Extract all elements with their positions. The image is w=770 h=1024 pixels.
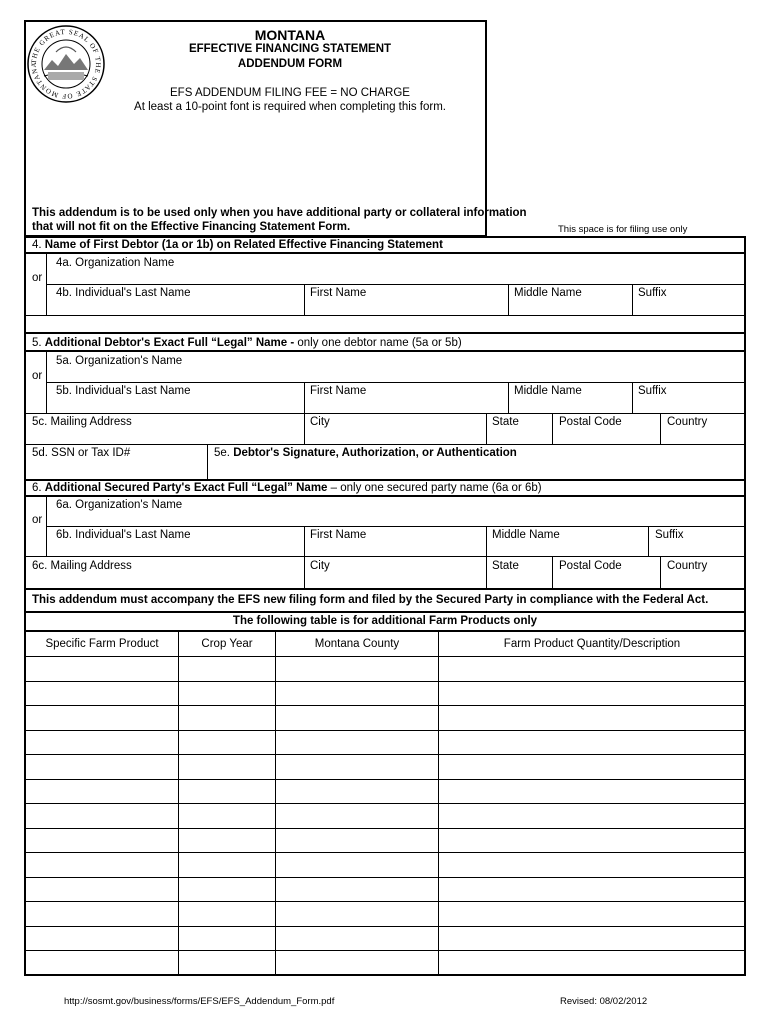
org-name-6a-field[interactable]: 6a. Organization's Name bbox=[56, 499, 183, 511]
section5-or: or bbox=[32, 370, 43, 382]
purpose-line-1: This addendum is to be used only when you have additional party or collateral information bbox=[32, 207, 527, 219]
org-name-5a-field[interactable]: 5a. Organization's Name bbox=[56, 355, 183, 367]
farm-table-row[interactable] bbox=[24, 877, 746, 878]
farm-table-row[interactable] bbox=[24, 828, 746, 829]
farm-table-row[interactable] bbox=[24, 730, 746, 731]
filing-office-note: This space is for filing use only bbox=[558, 224, 688, 235]
farm-table-row[interactable] bbox=[24, 852, 746, 853]
country-5-field[interactable]: Country bbox=[667, 416, 708, 428]
first-name-6-field[interactable]: First Name bbox=[310, 529, 367, 541]
farm-table-row[interactable] bbox=[24, 803, 746, 804]
farm-table-row[interactable] bbox=[24, 926, 746, 927]
form-subtitle: ADDENDUM FORM bbox=[237, 58, 343, 70]
section6-or: or bbox=[32, 514, 43, 526]
farm-table-row[interactable] bbox=[24, 705, 746, 706]
first-name-5-field[interactable]: First Name bbox=[310, 385, 367, 397]
farm-table-row[interactable] bbox=[24, 754, 746, 755]
col-header-county: Montana County bbox=[314, 638, 400, 650]
middle-name-6-field[interactable]: Middle Name bbox=[492, 529, 560, 541]
mailing-5c-field[interactable]: 5c. Mailing Address bbox=[32, 416, 132, 428]
suffix-4-field[interactable]: Suffix bbox=[638, 287, 667, 299]
font-note: At least a 10-point font is required when completing this form. bbox=[134, 101, 446, 113]
suffix-5-field[interactable]: Suffix bbox=[638, 385, 667, 397]
last-name-5b-field[interactable]: 5b. Individual's Last Name bbox=[56, 385, 191, 397]
postal-6-field[interactable]: Postal Code bbox=[559, 560, 622, 572]
col-header-quantity: Farm Product Quantity/Description bbox=[503, 638, 681, 650]
middle-name-4-field[interactable]: Middle Name bbox=[514, 287, 582, 299]
org-name-4a-field[interactable]: 4a. Organization Name bbox=[56, 257, 175, 269]
svg-text:THE GREAT SEAL OF THE STATE OF: THE GREAT SEAL OF THE STATE OF MONTANA bbox=[29, 27, 103, 101]
country-6-field[interactable]: Country bbox=[667, 560, 708, 572]
postal-5-field[interactable]: Postal Code bbox=[559, 416, 622, 428]
fee-note: EFS ADDENDUM FILING FEE = NO CHARGE bbox=[170, 87, 410, 99]
city-5-field[interactable]: City bbox=[310, 416, 330, 428]
state-6-field[interactable]: State bbox=[492, 560, 519, 572]
state-5-field[interactable]: State bbox=[492, 416, 519, 428]
city-6-field[interactable]: City bbox=[310, 560, 330, 572]
farm-table-row[interactable] bbox=[24, 656, 746, 657]
farm-table-row[interactable] bbox=[24, 779, 746, 780]
purpose-line-2: that will not fit on the Effective Financing Statement Form. bbox=[32, 221, 351, 233]
section4-or: or bbox=[32, 272, 43, 284]
farm-table-row[interactable] bbox=[24, 681, 746, 682]
last-name-6b-field[interactable]: 6b. Individual's Last Name bbox=[56, 529, 191, 541]
footer-revised: Revised: 08/02/2012 bbox=[560, 996, 648, 1007]
section4-heading: 4. Name of First Debtor (1a or 1b) on Related Effective Financing Statement bbox=[32, 239, 443, 251]
signature-5e-field[interactable]: 5e. Debtor's Signature, Authorization, or Authentication bbox=[214, 447, 517, 459]
form-title: EFFECTIVE FINANCING STATEMENT bbox=[188, 43, 392, 55]
footer-url: http://sosmt.gov/business/forms/EFS/EFS_Addendum_Form.pdf bbox=[64, 996, 335, 1007]
suffix-6-field[interactable]: Suffix bbox=[655, 529, 684, 541]
col-header-farm-product: Specific Farm Product bbox=[45, 638, 159, 650]
mailing-6c-field[interactable]: 6c. Mailing Address bbox=[32, 560, 132, 572]
federal-act-notice: This addendum must accompany the EFS new filing form and filed by the Secured Party in compliance with the Federal Act. bbox=[32, 594, 709, 606]
last-name-4b-field[interactable]: 4b. Individual's Last Name bbox=[56, 287, 191, 299]
middle-name-5-field[interactable]: Middle Name bbox=[514, 385, 582, 397]
section6-heading: 6. Additional Secured Party's Exact Full “Legal” Name – only one secured party name (6a or 6b) bbox=[32, 482, 542, 494]
farm-table-title: The following table is for additional Farm Products only bbox=[232, 615, 538, 627]
first-name-4-field[interactable]: First Name bbox=[310, 287, 367, 299]
ssn-5d-field[interactable]: 5d. SSN or Tax ID# bbox=[32, 447, 131, 459]
section5-heading: 5. Additional Debtor's Exact Full “Legal” Name - only one debtor name (5a or 5b) bbox=[32, 337, 462, 349]
farm-table-row[interactable] bbox=[24, 950, 746, 951]
state-title: MONTANA bbox=[254, 27, 326, 43]
montana-seal-icon bbox=[26, 24, 106, 104]
farm-table-row[interactable] bbox=[24, 901, 746, 902]
col-header-crop-year: Crop Year bbox=[201, 638, 253, 650]
